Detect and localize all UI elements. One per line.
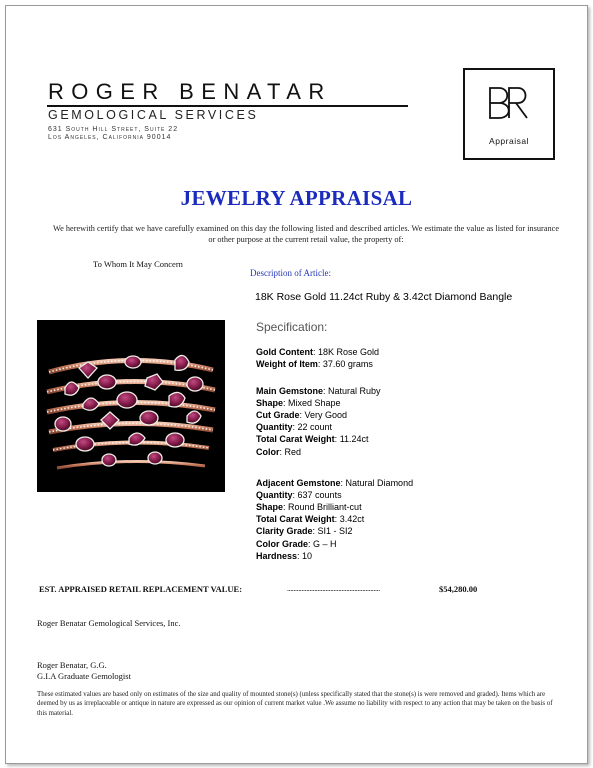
spec-row xyxy=(256,490,342,500)
spec-value: 37.60 grams xyxy=(322,359,373,370)
spec-label: Weight of Item xyxy=(256,359,318,370)
spec-value: Round Brilliant-cut xyxy=(288,502,362,513)
disclaimer-text: These estimated values are based only on estimates of the size and quality of mounted stone(s) (unless specifically stated that the stone(s) is were removed and graded). Items which are deemed by us as irreplaceable or antique in nature are expressed as our opinion of current market value .We assume no liability with respect to any action that may be taken on the basis of this material. xyxy=(37,691,553,717)
spec-row xyxy=(256,539,337,549)
spec-value: 18K Rose Gold xyxy=(318,347,380,357)
spec-value: 10 xyxy=(302,550,313,561)
signature-name: Roger Benatar, G.G. xyxy=(37,660,107,670)
logo-caption: Appraisal xyxy=(489,136,529,146)
spec-value: 637 counts xyxy=(297,490,342,501)
spec-separator: : xyxy=(279,446,285,457)
appraised-value-amount: $54,280.00 xyxy=(439,584,478,594)
spec-label: Adjacent Gemstone xyxy=(256,478,341,488)
spec-separator: : xyxy=(313,347,319,357)
spec-row xyxy=(256,410,347,420)
signature-title: G.I.A Graduate Gemologist xyxy=(37,671,131,681)
appraised-value-leader: .......................................................... xyxy=(287,584,380,593)
spec-value: 11.24ct xyxy=(339,434,369,445)
spec-value: Mixed Shape xyxy=(288,398,341,409)
spec-label: Total Carat Weight xyxy=(256,514,335,525)
spec-label: Shape xyxy=(256,502,284,513)
spec-value: Very Good xyxy=(304,410,348,421)
spec-value: Natural Diamond xyxy=(345,478,414,488)
spec-label: Cut Grade xyxy=(256,410,300,421)
spec-separator: : xyxy=(340,478,346,488)
company-name: ROGER BENATAR xyxy=(48,79,332,104)
spec-value: 3.42ct xyxy=(339,514,365,525)
spec-separator: : xyxy=(334,514,340,525)
spec-value: G – H xyxy=(313,538,337,549)
spec-label: Quantity xyxy=(256,490,293,501)
signature-company: Roger Benatar Gemological Services, Inc. xyxy=(37,618,181,628)
spec-label: Main Gemstone xyxy=(256,386,324,396)
spec-label: Quantity xyxy=(256,422,293,433)
spec-row xyxy=(256,478,413,488)
spec-row xyxy=(256,447,301,457)
company-subtitle: GEMOLOGICAL SERVICES xyxy=(48,108,259,122)
spec-label: Color xyxy=(256,446,280,457)
rb-monogram-icon xyxy=(485,82,533,124)
spec-row xyxy=(256,347,379,357)
spec-row xyxy=(256,398,341,408)
spec-value: 22 count xyxy=(297,422,333,433)
bangle-photo xyxy=(37,320,225,492)
spec-label: Total Carat Weight xyxy=(256,434,335,445)
appraised-value-label: EST. APPRAISED RETAIL REPLACEMENT VALUE: xyxy=(39,584,243,594)
spec-separator: : xyxy=(323,386,329,396)
spec-row xyxy=(256,434,369,444)
appraisal-logo xyxy=(463,68,555,160)
document-heading: JEWELRY APPRAISAL xyxy=(180,186,413,210)
recipient: To Whom It May Concern xyxy=(93,259,183,269)
spec-separator: : xyxy=(292,422,298,433)
spec-separator: : xyxy=(312,526,318,537)
spec-separator: : xyxy=(334,434,340,445)
spec-separator: : xyxy=(299,410,305,421)
spec-separator: : xyxy=(308,538,314,549)
specification-label: Specification: xyxy=(256,320,328,334)
address-line-1: 631 South Hill Street, Suite 22 xyxy=(48,126,179,133)
spec-row xyxy=(256,551,312,561)
spec-row xyxy=(256,502,362,512)
certification-text: We herewith certify that we have carefully examined on this day the following listed and described articles. We estimate the value as listed for insurance or other purpose at the current retail value, the property of: xyxy=(52,224,560,244)
spec-label: Shape xyxy=(256,398,284,409)
spec-separator: : xyxy=(292,490,298,501)
spec-separator: : xyxy=(283,502,289,513)
spec-label: Clarity Grade xyxy=(256,526,313,537)
spec-row xyxy=(256,359,373,369)
spec-label: Gold Content xyxy=(256,347,313,357)
ruby-diamond-bangle-image xyxy=(37,320,225,492)
spec-separator: : xyxy=(297,550,303,561)
spec-separator: : xyxy=(283,398,289,409)
spec-row xyxy=(256,514,364,524)
spec-row xyxy=(256,422,332,432)
spec-value: Red xyxy=(284,446,302,457)
company-name-underline xyxy=(47,105,408,107)
description-label: Description of Article: xyxy=(250,268,331,278)
spec-separator: : xyxy=(317,359,323,370)
spec-value: Natural Ruby xyxy=(328,386,381,396)
address-line-2: Los Angeles, California 90014 xyxy=(48,134,172,141)
spec-value: SI1 - SI2 xyxy=(317,526,353,537)
spec-label: Color Grade xyxy=(256,538,309,549)
spec-row xyxy=(256,386,381,396)
article-title: 18K Rose Gold 11.24ct Ruby & 3.42ct Diamond Bangle xyxy=(255,291,513,303)
spec-row xyxy=(256,526,353,536)
spec-label: Hardness xyxy=(256,550,298,561)
